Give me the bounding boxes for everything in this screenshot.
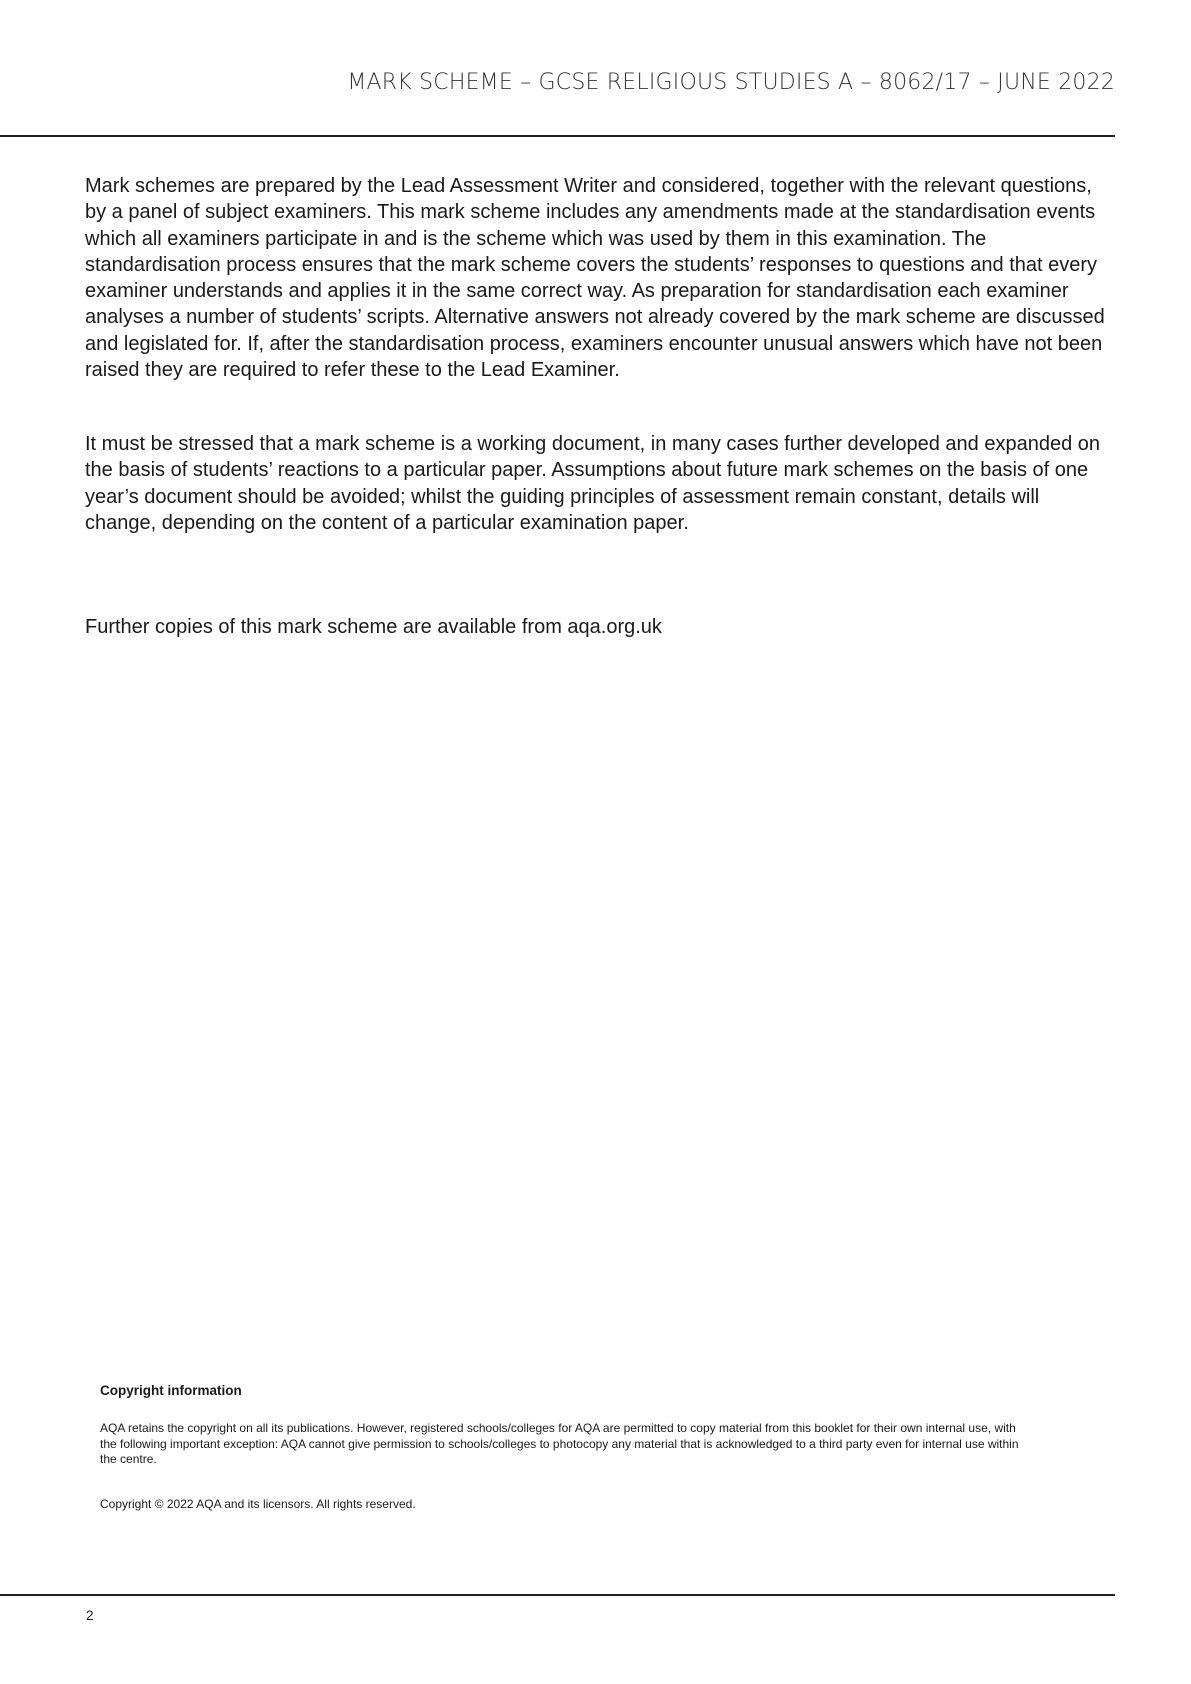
intro-paragraph: Mark schemes are prepared by the Lead Assessment Writer and considered, together with the relevant questions, by a panel of subject examiners. This mark scheme includes any amendments made at the standardisation events which all examiners participate in and is the scheme which was used by them in this examination. The standardisation process ensures that the mark scheme covers the students’ responses to questions and that every examiner understands and applies it in the same correct way. As preparation for standardisation each examiner analyses a number of students’ scripts. Alternative answers not already covered by the mark scheme are discussed and legislated for. If, after the standardisation process, examiners encounter unusual answers which have not been raised they are required to refer these to the Lead Examiner. [85, 175, 1105, 382]
footer-divider [0, 1594, 1115, 1596]
copyright-heading: Copyright information [100, 1383, 242, 1398]
copyright-statement: Copyright © 2022 AQA and its licensors. All rights reserved. [100, 1497, 416, 1511]
header-divider [0, 135, 1115, 137]
page-number: 2 [86, 1608, 94, 1623]
page-header-title: MARK SCHEME – GCSE RELIGIOUS STUDIES A – 8062/17 – JUNE 2022 [347, 70, 1115, 95]
copyright-notice: AQA retains the copyright on all its publications. However, registered schools/colleges for AQA are permitted to copy material from this booklet for their own internal use, with the following important exception: AQA cannot give permission to schools/colleges to photocopy any material that is acknowledged to a third party even for internal use within the centre. [100, 1421, 1019, 1466]
further-copies-paragraph: Further copies of this mark scheme are available from aqa.org.uk [85, 616, 662, 638]
working-document-paragraph: It must be stressed that a mark scheme is a working document, in many cases further developed and expanded on the basis of students’ reactions to a particular paper. Assumptions about future mark schemes on the basis of one year’s document should be avoided; whilst the guiding principles of assessment remain constant, details will change, depending on the content of a particular examination paper. [85, 433, 1100, 534]
